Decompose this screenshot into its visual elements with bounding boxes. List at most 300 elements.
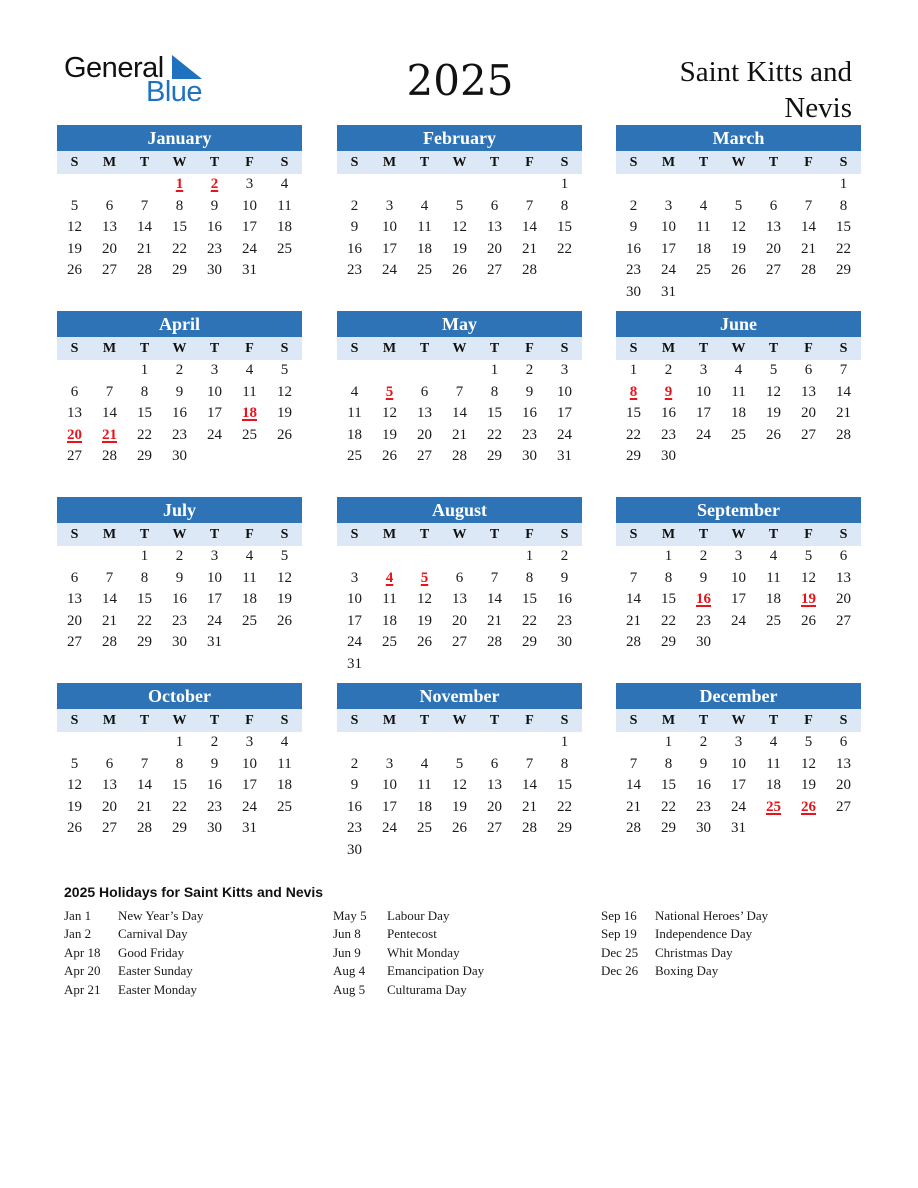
day-cell: 7: [525, 197, 534, 214]
day-cell: 4: [420, 755, 429, 772]
day-cell: 30: [522, 448, 537, 465]
day-cell: 25: [731, 426, 746, 443]
empty-day-cell: [756, 174, 791, 196]
day-cell: 21: [137, 240, 152, 257]
day-cell: 28: [452, 448, 467, 465]
day-cell: 21: [137, 798, 152, 815]
holidays-column: [601, 907, 768, 981]
weekday-label: T: [209, 155, 220, 170]
holiday-date: Jan 2: [64, 926, 92, 942]
day-cell: 25: [766, 612, 781, 629]
day-cell: 12: [452, 777, 467, 794]
weekday-label: S: [70, 341, 79, 356]
month-december: [616, 683, 861, 840]
day-cell: 15: [172, 219, 187, 236]
day-cell: 23: [172, 612, 187, 629]
day-cell: 26: [67, 820, 82, 837]
weekday-label: T: [698, 527, 709, 542]
day-cell: 8: [560, 755, 569, 772]
day-cell: 1: [560, 734, 569, 750]
holiday-date: Dec 26: [601, 963, 639, 979]
weekday-label: T: [768, 155, 779, 170]
holiday-date: Dec 25: [601, 944, 639, 960]
month-title: October: [57, 683, 302, 709]
holiday-name: Pentecost: [387, 926, 437, 942]
month-november: [337, 683, 582, 862]
day-cell: 24: [696, 426, 711, 443]
day-cell: 19: [766, 405, 781, 422]
day-cell: 3: [210, 362, 219, 378]
day-cell: 7: [140, 197, 149, 214]
day-cell: 23: [522, 426, 537, 443]
day-cell: 24: [347, 634, 362, 651]
day-grid: [616, 360, 861, 468]
weekday-label: T: [489, 155, 500, 170]
holiday-list-item: [333, 981, 484, 999]
day-cell: 24: [557, 426, 572, 443]
day-cell: 20: [452, 612, 467, 629]
day-cell: 22: [137, 426, 152, 443]
day-cell: 7: [105, 383, 114, 400]
day-cell: 4: [350, 383, 359, 400]
holiday-name: Good Friday: [118, 944, 185, 960]
day-cell: 14: [626, 777, 641, 794]
day-cell: 24: [661, 262, 676, 279]
weekday-label: T: [489, 341, 500, 356]
holiday-day-cell: 5: [385, 383, 394, 400]
empty-day-cell: [337, 546, 372, 568]
weekday-label: S: [839, 341, 848, 356]
weekday-label: W: [452, 155, 467, 170]
day-cell: 8: [664, 755, 673, 772]
weekday-header-row: [616, 709, 861, 732]
day-cell: 10: [242, 755, 257, 772]
weekday-label: F: [245, 155, 254, 170]
month-may: [337, 311, 582, 468]
month-title: April: [57, 311, 302, 337]
weekday-label: T: [139, 155, 150, 170]
day-cell: 31: [242, 262, 257, 279]
day-cell: 27: [67, 448, 82, 465]
day-cell: 21: [801, 240, 816, 257]
weekday-header-row: [57, 337, 302, 360]
day-cell: 29: [137, 448, 152, 465]
holiday-list-item: [64, 962, 203, 980]
day-cell: 12: [766, 383, 781, 400]
day-cell: 30: [172, 448, 187, 465]
day-cell: 27: [417, 448, 432, 465]
holiday-name: National Heroes’ Day: [655, 908, 769, 923]
holiday-name: Boxing Day: [655, 963, 719, 979]
day-cell: 5: [804, 734, 813, 750]
day-cell: 21: [836, 405, 851, 422]
empty-day-cell: [442, 360, 477, 382]
holiday-date: Jun 9: [333, 944, 361, 960]
day-cell: 22: [557, 798, 572, 815]
day-cell: 16: [172, 405, 187, 422]
day-grid: [337, 360, 582, 468]
day-cell: 7: [455, 383, 464, 400]
day-cell: 6: [839, 548, 848, 564]
day-cell: 3: [245, 176, 254, 192]
day-cell: 4: [280, 176, 289, 192]
weekday-label: W: [731, 713, 746, 728]
empty-day-cell: [127, 174, 162, 196]
month-title: July: [57, 497, 302, 523]
day-cell: 27: [487, 820, 502, 837]
empty-day-cell: [372, 360, 407, 382]
day-cell: 27: [801, 426, 816, 443]
empty-day-cell: [442, 732, 477, 754]
day-cell: 28: [102, 448, 117, 465]
day-cell: 4: [245, 548, 254, 564]
weekday-label: T: [419, 713, 430, 728]
weekday-label: S: [629, 713, 638, 728]
weekday-label: T: [698, 341, 709, 356]
weekday-label: T: [209, 527, 220, 542]
country-title-line2: Nevis: [784, 92, 852, 124]
day-cell: 29: [522, 634, 537, 651]
day-grid: [57, 732, 302, 840]
weekday-label: F: [525, 527, 534, 542]
empty-day-cell: [616, 174, 651, 196]
empty-day-cell: [477, 546, 512, 568]
day-cell: 26: [417, 634, 432, 651]
day-cell: 1: [839, 176, 848, 192]
empty-day-cell: [92, 546, 127, 568]
day-cell: 17: [661, 240, 676, 257]
day-cell: 6: [839, 734, 848, 750]
weekday-label: S: [350, 713, 359, 728]
day-cell: 18: [277, 777, 292, 794]
day-cell: 21: [102, 612, 117, 629]
country-title: [592, 54, 852, 126]
day-cell: 14: [102, 405, 117, 422]
weekday-label: S: [560, 527, 569, 542]
day-cell: 2: [525, 362, 534, 378]
day-cell: 9: [629, 219, 638, 236]
day-cell: 15: [557, 777, 572, 794]
day-cell: 16: [626, 240, 641, 257]
holiday-date: Sep 16: [601, 908, 637, 923]
weekday-header-row: [337, 709, 582, 732]
weekday-label: S: [560, 155, 569, 170]
day-cell: 4: [769, 734, 778, 750]
day-cell: 23: [661, 426, 676, 443]
weekday-label: M: [661, 155, 676, 170]
empty-day-cell: [337, 732, 372, 754]
day-cell: 17: [242, 777, 257, 794]
holiday-day-cell: 5: [420, 569, 429, 586]
day-cell: 4: [280, 734, 289, 750]
weekday-label: T: [209, 713, 220, 728]
holiday-date: Sep 19: [601, 926, 637, 942]
day-grid: [616, 174, 861, 304]
day-cell: 6: [70, 383, 79, 400]
day-cell: 15: [661, 591, 676, 608]
month-title: January: [57, 125, 302, 151]
day-cell: 22: [172, 240, 187, 257]
weekday-label: S: [280, 341, 289, 356]
weekday-label: M: [102, 155, 117, 170]
day-cell: 6: [490, 755, 499, 772]
empty-day-cell: [407, 732, 442, 754]
day-cell: 14: [137, 777, 152, 794]
day-cell: 1: [175, 734, 184, 750]
day-cell: 15: [487, 405, 502, 422]
day-cell: 19: [452, 240, 467, 257]
holiday-name: Carnival Day: [118, 926, 188, 942]
empty-day-cell: [92, 174, 127, 196]
day-cell: 9: [210, 755, 219, 772]
day-cell: 28: [626, 634, 641, 651]
holiday-name: Easter Monday: [118, 981, 198, 997]
day-cell: 10: [207, 569, 222, 586]
empty-day-cell: [57, 360, 92, 382]
weekday-label: T: [489, 713, 500, 728]
weekday-header-row: [337, 151, 582, 174]
weekday-label: W: [452, 341, 467, 356]
weekday-label: W: [731, 341, 746, 356]
day-cell: 10: [347, 591, 362, 608]
empty-day-cell: [372, 732, 407, 754]
day-cell: 13: [801, 383, 816, 400]
day-cell: 2: [175, 548, 184, 564]
holiday-day-cell: 21: [102, 426, 117, 443]
day-cell: 7: [629, 755, 638, 772]
day-cell: 7: [105, 569, 114, 586]
day-grid: [57, 360, 302, 468]
day-cell: 14: [452, 405, 467, 422]
month-june: [616, 311, 861, 468]
day-cell: 16: [522, 405, 537, 422]
day-cell: 11: [696, 219, 711, 236]
holiday-date: Apr 18: [64, 944, 101, 960]
holiday-name: Independence Day: [655, 926, 753, 942]
day-cell: 10: [731, 755, 746, 772]
weekday-label: F: [525, 341, 534, 356]
day-cell: 14: [626, 591, 641, 608]
day-cell: 7: [839, 362, 848, 378]
empty-day-cell: [92, 360, 127, 382]
day-cell: 5: [70, 755, 79, 772]
empty-day-cell: [337, 360, 372, 382]
day-cell: 2: [350, 197, 359, 214]
day-cell: 1: [140, 548, 149, 564]
weekday-label: T: [768, 713, 779, 728]
day-grid: [337, 546, 582, 676]
weekday-label: F: [245, 527, 254, 542]
day-cell: 3: [734, 548, 743, 564]
weekday-label: F: [245, 341, 254, 356]
day-cell: 23: [696, 612, 711, 629]
weekday-label: S: [70, 155, 79, 170]
day-cell: 21: [626, 798, 641, 815]
weekday-label: T: [489, 527, 500, 542]
day-cell: 14: [137, 219, 152, 236]
day-cell: 2: [560, 548, 569, 564]
day-cell: 20: [836, 777, 851, 794]
day-cell: 25: [347, 448, 362, 465]
day-cell: 12: [801, 755, 816, 772]
day-cell: 18: [696, 240, 711, 257]
day-cell: 28: [801, 262, 816, 279]
day-cell: 30: [207, 820, 222, 837]
day-cell: 6: [105, 197, 114, 214]
day-cell: 1: [664, 548, 673, 564]
day-cell: 6: [769, 197, 778, 214]
day-cell: 16: [347, 240, 362, 257]
day-cell: 27: [452, 634, 467, 651]
day-cell: 13: [487, 777, 502, 794]
weekday-label: M: [102, 527, 117, 542]
day-cell: 13: [67, 405, 82, 422]
day-cell: 29: [661, 634, 676, 651]
weekday-label: W: [172, 713, 187, 728]
day-cell: 10: [242, 197, 257, 214]
day-cell: 3: [210, 548, 219, 564]
day-cell: 25: [277, 798, 292, 815]
day-cell: 13: [102, 777, 117, 794]
day-cell: 3: [699, 362, 708, 378]
weekday-label: S: [629, 341, 638, 356]
weekday-label: T: [209, 341, 220, 356]
day-cell: 18: [277, 219, 292, 236]
holiday-name: Labour Day: [387, 908, 450, 923]
day-cell: 4: [769, 548, 778, 564]
day-cell: 20: [836, 591, 851, 608]
generalblue-logo: [64, 52, 224, 112]
day-cell: 14: [801, 219, 816, 236]
day-cell: 3: [350, 569, 359, 586]
day-cell: 10: [557, 383, 572, 400]
empty-day-cell: [686, 174, 721, 196]
day-cell: 30: [557, 634, 572, 651]
day-cell: 18: [766, 777, 781, 794]
day-cell: 10: [731, 569, 746, 586]
day-cell: 13: [102, 219, 117, 236]
day-cell: 17: [382, 240, 397, 257]
day-cell: 14: [487, 591, 502, 608]
day-cell: 30: [696, 634, 711, 651]
month-august: [337, 497, 582, 676]
weekday-label: M: [661, 341, 676, 356]
day-cell: 12: [452, 219, 467, 236]
day-cell: 18: [242, 591, 257, 608]
day-cell: 16: [557, 591, 572, 608]
day-cell: 18: [766, 591, 781, 608]
holiday-list-item: [333, 962, 484, 980]
weekday-label: M: [382, 155, 397, 170]
day-cell: 16: [207, 219, 222, 236]
weekday-label: S: [560, 713, 569, 728]
day-cell: 23: [557, 612, 572, 629]
day-cell: 25: [417, 820, 432, 837]
holiday-list-item: [601, 907, 768, 925]
day-cell: 19: [452, 798, 467, 815]
day-cell: 15: [626, 405, 641, 422]
day-cell: 11: [731, 383, 746, 400]
day-cell: 22: [626, 426, 641, 443]
day-cell: 9: [350, 219, 359, 236]
holidays-title: 2025 Holidays for Saint Kitts and Nevis: [64, 884, 324, 900]
day-cell: 26: [452, 820, 467, 837]
day-cell: 28: [836, 426, 851, 443]
day-cell: 8: [560, 197, 569, 214]
day-cell: 17: [207, 591, 222, 608]
calendar-year: 2025: [406, 56, 514, 105]
day-cell: 3: [664, 197, 673, 214]
weekday-label: M: [382, 527, 397, 542]
day-cell: 29: [137, 634, 152, 651]
day-cell: 8: [175, 755, 184, 772]
day-cell: 30: [207, 262, 222, 279]
holiday-list-item: [64, 981, 203, 999]
day-cell: 31: [731, 820, 746, 837]
holiday-list-item: [333, 907, 484, 925]
day-cell: 7: [525, 755, 534, 772]
day-cell: 28: [102, 634, 117, 651]
day-cell: 3: [385, 197, 394, 214]
empty-day-cell: [57, 546, 92, 568]
weekday-label: T: [139, 713, 150, 728]
empty-day-cell: [407, 546, 442, 568]
weekday-label: F: [804, 713, 813, 728]
month-july: [57, 497, 302, 654]
day-cell: 26: [67, 262, 82, 279]
weekday-header-row: [616, 523, 861, 546]
day-cell: 28: [487, 634, 502, 651]
day-cell: 23: [347, 820, 362, 837]
day-cell: 21: [522, 240, 537, 257]
day-cell: 27: [487, 262, 502, 279]
day-cell: 30: [347, 841, 362, 858]
day-cell: 16: [696, 777, 711, 794]
day-cell: 20: [67, 612, 82, 629]
weekday-label: S: [280, 527, 289, 542]
day-cell: 20: [102, 798, 117, 815]
weekday-label: S: [839, 713, 848, 728]
day-grid: [337, 174, 582, 282]
day-cell: 2: [699, 548, 708, 564]
day-cell: 4: [245, 362, 254, 378]
day-cell: 11: [766, 755, 781, 772]
day-cell: 30: [626, 283, 641, 300]
day-cell: 24: [242, 798, 257, 815]
day-cell: 30: [172, 634, 187, 651]
day-cell: 3: [734, 734, 743, 750]
country-title-line1: Saint Kitts and: [679, 56, 852, 88]
day-cell: 28: [522, 820, 537, 837]
day-cell: 15: [836, 219, 851, 236]
day-cell: 25: [382, 634, 397, 651]
day-cell: 17: [242, 219, 257, 236]
holiday-list-item: [333, 944, 484, 962]
weekday-label: T: [139, 341, 150, 356]
empty-day-cell: [57, 174, 92, 196]
day-cell: 25: [277, 240, 292, 257]
day-cell: 22: [836, 240, 851, 257]
day-cell: 10: [207, 383, 222, 400]
holiday-list-item: [601, 925, 768, 943]
day-cell: 26: [382, 448, 397, 465]
day-cell: 8: [175, 197, 184, 214]
day-cell: 15: [137, 405, 152, 422]
day-cell: 26: [731, 262, 746, 279]
month-april: [57, 311, 302, 468]
day-cell: 11: [417, 777, 432, 794]
weekday-label: W: [731, 527, 746, 542]
